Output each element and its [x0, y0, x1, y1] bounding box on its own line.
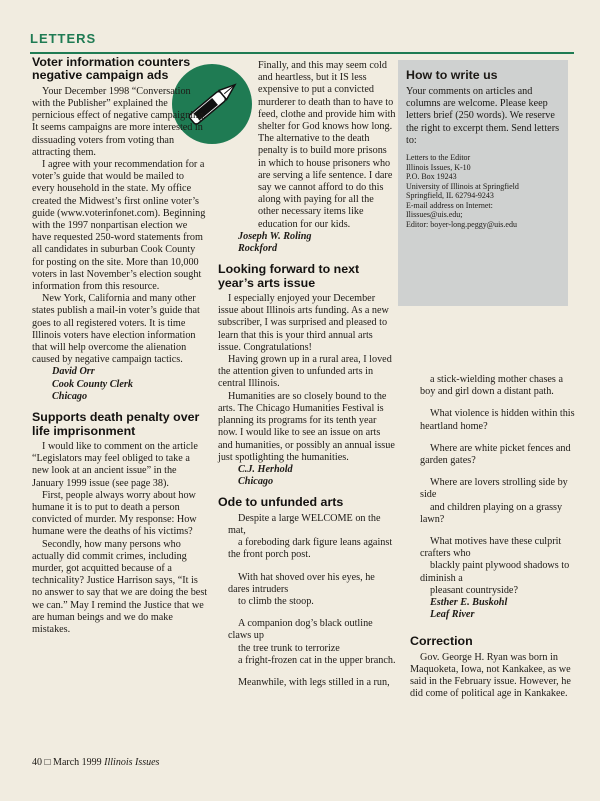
address-line: E-mail address on Internet: [406, 200, 493, 210]
column-2 [218, 60, 396, 689]
column-3 [410, 374, 576, 701]
letter-title: Voter information counters negative campaign ads [32, 55, 191, 83]
address-line: Illinois Issues, K-10 [406, 162, 471, 172]
paragraph: I would like to comment on the article “Legislators may feel obliged to take a new look at an ancient issue” in the January 1999 issue (see page 38). [32, 440, 198, 489]
address-line: Springfield, IL 62794-9243 [406, 191, 494, 201]
address-line: Letters to the Editor [406, 153, 471, 163]
how-to-write-title: How to write us [406, 68, 498, 82]
paragraph: Having grown up in a rural area, I loved the attention given to unfunded arts in central Illinois. [218, 354, 392, 390]
magazine-name: Illinois Issues [104, 757, 160, 768]
poem-line: What motives have these culprit crafters who [420, 536, 562, 560]
signature-city: Chicago [52, 390, 88, 402]
poem-line: With hat shoved over his eyes, he dares intruders [228, 571, 375, 595]
poem-line: Where are lovers strolling side by side [420, 477, 568, 501]
signature-name: David Orr [52, 366, 95, 378]
paragraph: Humanities are so closely bound to the arts. The Chicago Humanities Festival is planning its programs for its tenth year now. I would like to see an issue on arts and humanities, or possibly an annual issue just spotlighting the humanities. [218, 390, 395, 463]
poem-line: blackly paint plywood shadows to diminish a [420, 560, 570, 584]
section-label: LETTERS [30, 31, 97, 46]
page-number: 40 [32, 757, 42, 768]
address-block [406, 153, 560, 229]
poem-line [410, 433, 576, 443]
signature-title: Cook County Clerk [52, 378, 133, 390]
letter-title: Looking forward to next year’s arts issue [218, 262, 360, 290]
poem-line: Meanwhile, with legs stilled in a run, [238, 676, 390, 688]
poem-line: A companion dog’s black outline claws up [228, 618, 373, 642]
poem-title: Ode to unfunded arts [218, 495, 344, 510]
paragraph: Secondly, how many persons who actually did commit crimes, including murder, got acquitted because of a technicality? Justice Harrison says, “It is no answer to say that we are doing the best we can.” May I remind the Justice that we are human beings and we do make mistakes. [32, 538, 208, 635]
paragraph: I especially enjoyed your December issue about Illinois arts funding. As a new subscriber, I was surprised and pleased to learn that this is your third annual arts issue. Congratulations! [218, 293, 389, 353]
paragraph: New York, California and many other states publish a mail-in voter’s guide that goes to all registered voters. It is time Illinois voters have election information that will help overcome the alienation caused by negative campaign tactics. [32, 293, 200, 366]
signature-city: Rockford [238, 243, 278, 255]
correction-body: Gov. George H. Ryan was born in Maquoketa, Iowa, not Kankakee, as we said in the February issue. However, he did come of political age in Kankakee. [410, 651, 571, 700]
address-line: Ilissues@uis.edu; [406, 210, 463, 220]
poem-line: What violence is hidden within this heartland home? [420, 408, 575, 432]
address-line: Editor: boyer-long.peggy@uis.edu [406, 219, 517, 229]
poem-line: a foreboding dark figure leans against the front porch post. [228, 537, 393, 561]
how-to-write-box [398, 60, 568, 306]
paragraph: Finally, and this may seem cold and heartless, but it IS less expensive to put a convicted murderer to death than to have to feed, clothe and provide him with shelter for God knows how long. The alternative to the death penalty is to build more prisons in which to house prisoners who are serving a life sentence. I dare say we cannot afford to do this along with paying for all the other necessary items like education for our kids. [258, 60, 396, 230]
signature-city: Leaf River [430, 609, 475, 621]
poem-line [410, 398, 576, 408]
signature-city: Chicago [238, 476, 274, 488]
poem-line: and children playing on a grassy lawn? [420, 501, 563, 525]
correction-title: Correction [410, 634, 473, 649]
poem-line: the tree trunk to terrorize [238, 642, 340, 654]
poem-line [410, 526, 576, 536]
separator-icon: □ [44, 757, 51, 768]
poem-line: to climb the stoop. [238, 595, 314, 607]
how-to-write-body: Your comments on articles and columns are welcome. Please keep letters brief (250 words). We reserve the right to excerpt them. Send letters to: [406, 86, 560, 146]
paragraph: First, people always worry about how humane it is to put to death a person convicted of murder. My response: How humane were the deaths of his victims? [32, 489, 197, 538]
poem-line: pleasant countryside? [430, 584, 518, 596]
header-rule [30, 52, 574, 54]
poem-line: a stick-wielding mother chases a boy and girl down a distant path. [420, 374, 563, 398]
letter-title: Supports death penalty over life imprisonment [32, 410, 200, 438]
paragraph: Your December 1998 “Conversation with the Publisher” explained the pernicious effect of negative campaigning. It seems campaigns are more interested in dissuading voters from voting than attracting them. [32, 85, 206, 158]
poem-line [218, 562, 396, 572]
page-footer [32, 757, 159, 768]
column-1 [32, 56, 208, 636]
poem-line: a fright-frozen cat in the upper branch. [238, 654, 396, 666]
poem-line [218, 608, 396, 618]
paragraph: I agree with your recommendation for a voter’s guide that would be mailed to every household in the state. My office created the Midwest’s first online voter’s guide (www.voterinfonet.com). Beginning with the 1997 nonpartisan election we have requested 250-word statements from all candidates in suburban Cook County for posting on the site. More than 10,000 voters in last November’s election sought information from this resource. [32, 159, 206, 293]
signature-name: C.J. Herhold [238, 463, 293, 475]
issue-date: March 1999 [53, 757, 102, 768]
signature-name: Esther E. Buskohl [430, 597, 508, 609]
poem-line [218, 667, 396, 677]
address-line: University of Illinois at Springfield [406, 181, 519, 191]
poem-line [410, 467, 576, 477]
poem-line: Despite a large WELCOME on the mat, [228, 512, 381, 536]
address-line: P.O. Box 19243 [406, 172, 457, 182]
poem-line: Where are white picket fences and garden gates? [420, 442, 571, 467]
signature-name: Joseph W. Roling [238, 230, 312, 242]
